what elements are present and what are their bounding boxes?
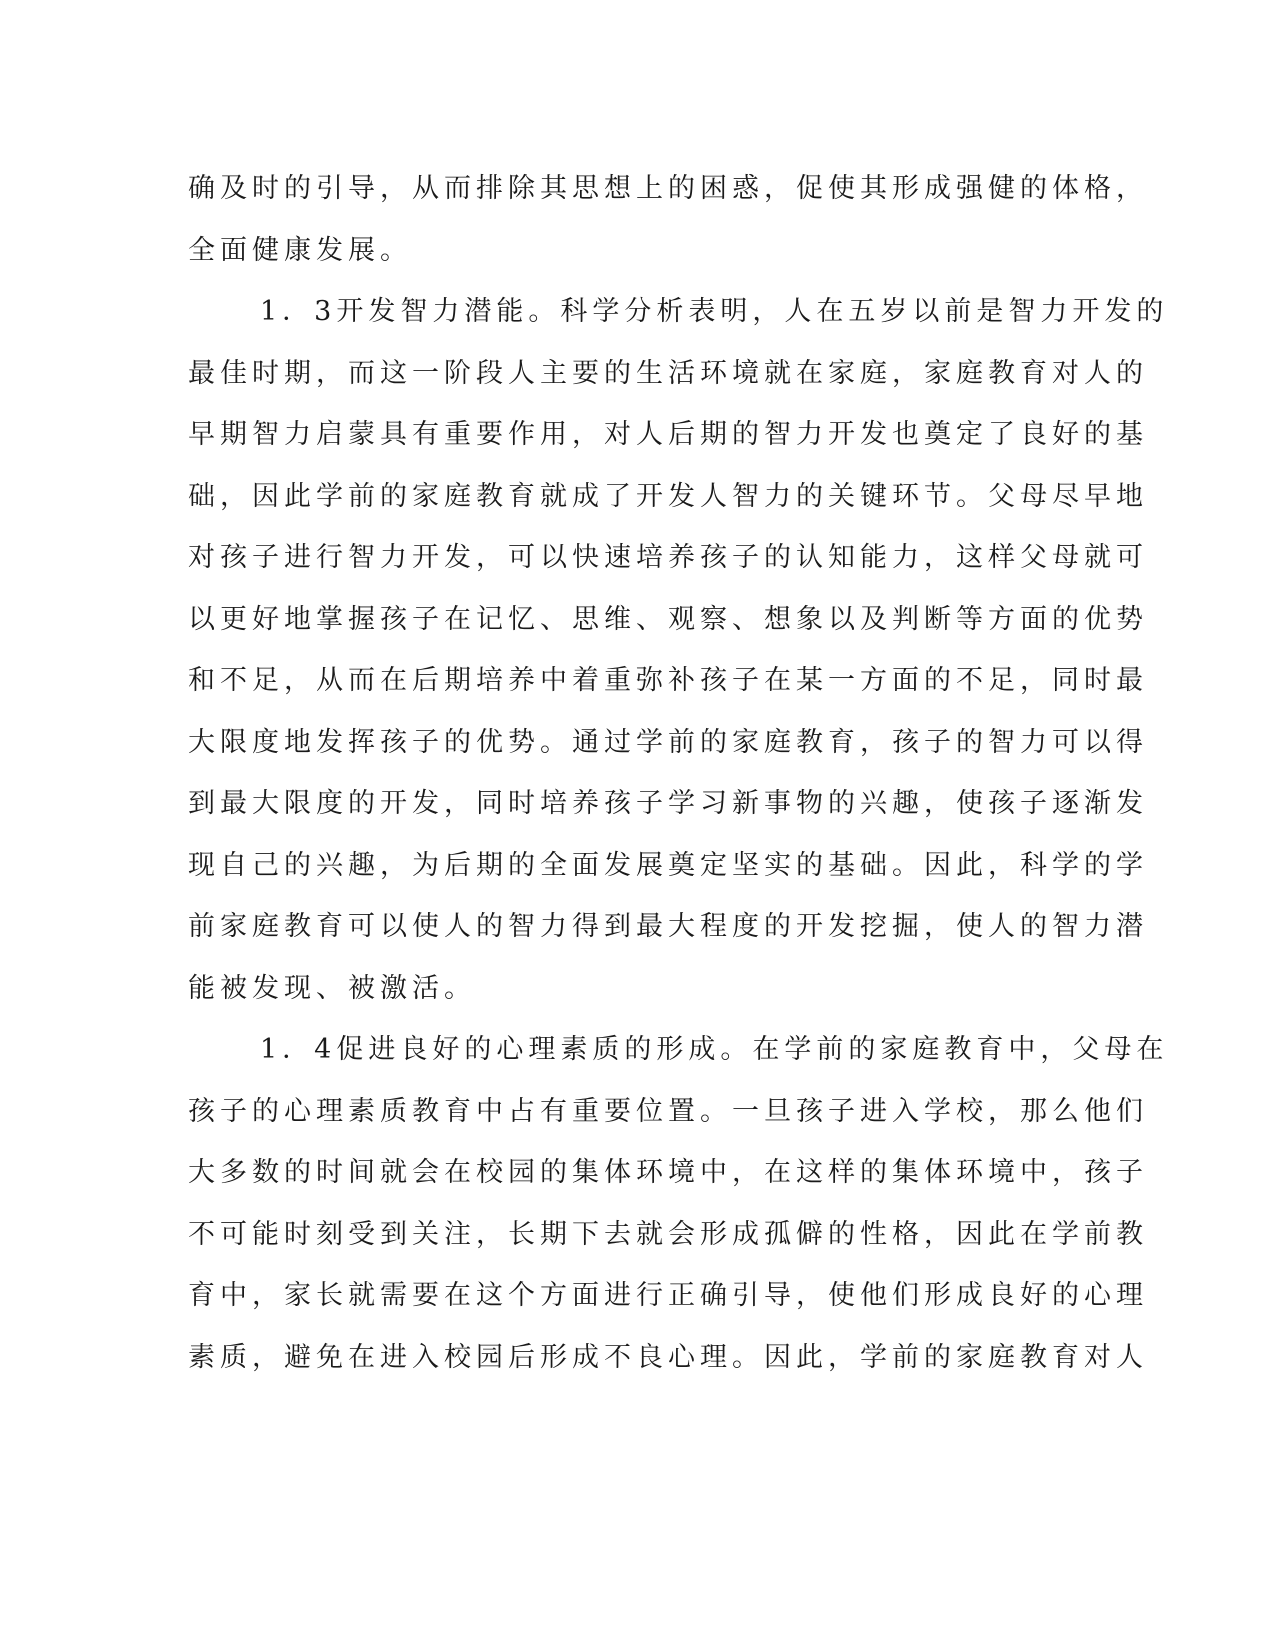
text-line: 以更好地掌握孩子在记忆、思维、观察、想象以及判断等方面的优势 <box>188 603 1148 635</box>
text-line: 础，因此学前的家庭教育就成了开发人智力的关键环节。父母尽早地 <box>188 480 1148 512</box>
text-line: 对孩子进行智力开发，可以快速培养孩子的认知能力，这样父母就可 <box>188 542 1148 573</box>
text-line: 早期智力启蒙具有重要作用，对人后期的智力开发也奠定了良好的基 <box>188 419 1148 450</box>
text-line: 现自己的兴趣，为后期的全面发展奠定坚实的基础。因此，科学的学 <box>188 849 1148 881</box>
text-line: 最佳时期，而这一阶段人主要的生活环境就在家庭，家庭教育对人的 <box>188 357 1148 389</box>
text-line: 能被发现、被激活。 <box>188 972 476 1004</box>
text-line: 全面健康发展。 <box>188 234 412 266</box>
text-line: 到最大限度的开发，同时培养孩子学习新事物的兴趣，使孩子逐渐发 <box>188 788 1148 819</box>
text-line: 大多数的时间就会在校园的集体环境中，在这样的集体环境中，孩子 <box>188 1157 1148 1188</box>
section-heading-line: 1．4促进良好的心理素质的形成。在学前的家庭教育中，父母在 <box>260 1034 1169 1065</box>
text-line: 前家庭教育可以使人的智力得到最大程度的开发挖掘，使人的智力潜 <box>188 911 1148 942</box>
body-text <box>188 158 1169 1388</box>
text-line: 大限度地发挥孩子的优势。通过学前的家庭教育，孩子的智力可以得 <box>188 726 1148 758</box>
text-line: 育中，家长就需要在这个方面进行正确引导，使他们形成良好的心理 <box>188 1280 1148 1311</box>
text-line: 不可能时刻受到关注，长期下去就会形成孤僻的性格，因此在学前教 <box>188 1218 1148 1250</box>
text-line: 和不足，从而在后期培养中着重弥补孩子在某一方面的不足，同时最 <box>188 665 1148 696</box>
text-line: 素质，避免在进入校园后形成不良心理。因此，学前的家庭教育对人 <box>188 1341 1148 1373</box>
text-line: 孩子的心理素质教育中占有重要位置。一旦孩子进入学校，那么他们 <box>188 1095 1148 1127</box>
section-heading-line: 1．3开发智力潜能。科学分析表明，人在五岁以前是智力开发的 <box>260 296 1169 327</box>
text-line: 确及时的引导，从而排除其思想上的困惑，促使其形成强健的体格， <box>188 173 1148 204</box>
